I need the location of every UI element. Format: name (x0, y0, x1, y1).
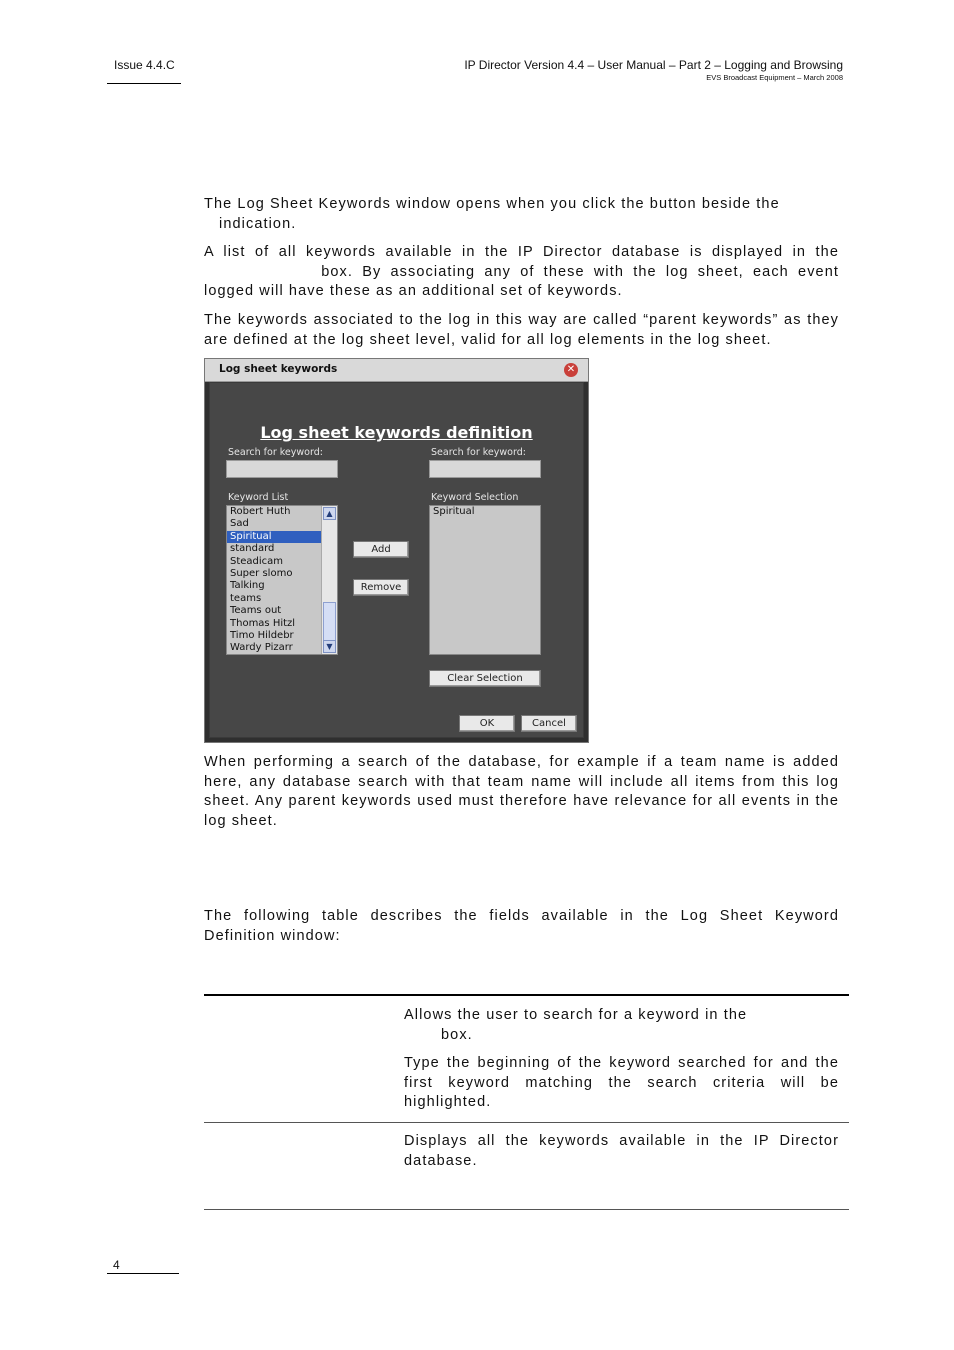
keyword-selection-item[interactable]: Spiritual (433, 506, 475, 517)
keyword-list-item[interactable]: Talking (230, 580, 265, 592)
remove-button[interactable]: Remove (353, 579, 409, 596)
search-label-right: Search for keyword: (431, 447, 526, 458)
keyword-list-item[interactable]: Teams out (230, 605, 282, 617)
add-button[interactable]: Add (353, 541, 409, 558)
keyword-list-item[interactable]: Super slomo (230, 568, 293, 580)
search-label-left: Search for keyword: (228, 447, 323, 458)
scroll-down-icon[interactable]: ▼ (323, 640, 336, 653)
dialog-title: Log sheet keywords (219, 363, 338, 375)
dialog-heading: Log sheet keywords definition (260, 423, 533, 442)
paragraph-1-line-1: The Log Sheet Keywords window opens when you click the button beside the (204, 196, 780, 212)
header-rule (107, 83, 181, 84)
table-row-1-description-2: Type the beginning of the keyword searched for and the first keyword matching the search criteria will be highlighted. (404, 1055, 839, 1110)
table-row-1-description-1 (404, 1006, 839, 1045)
keyword-list-scrollbar[interactable] (321, 506, 337, 654)
keyword-list-item[interactable]: Robert Huth (230, 506, 291, 517)
ok-button[interactable]: OK (459, 715, 515, 732)
keyword-list-item[interactable]: standard (230, 543, 275, 555)
paragraph-3: The keywords associated to the log in this way are called “parent keywords” as they are defined at the log sheet level, valid for all log elements in the log sheet. (204, 312, 839, 348)
paragraph-2 (204, 243, 839, 302)
search-input-left[interactable] (226, 460, 338, 478)
footer-rule (107, 1273, 179, 1274)
table-top-rule (204, 994, 849, 996)
manual-subtitle: EVS Broadcast Equipment – March 2008 (706, 73, 843, 82)
keyword-selection-label: Keyword Selection (431, 492, 519, 503)
scroll-thumb[interactable] (323, 602, 336, 642)
clear-selection-button[interactable]: Clear Selection (429, 670, 541, 687)
keyword-list-item[interactable]: Timo Hildebr (230, 630, 294, 642)
paragraph-1 (204, 195, 839, 234)
log-sheet-keywords-dialog (204, 358, 589, 743)
keyword-list-item[interactable]: Thomas Hitzl (230, 617, 296, 629)
keyword-list-item[interactable]: Steadicam (230, 555, 284, 567)
manual-title: IP Director Version 4.4 – User Manual – Part 2 – Logging and Browsing (464, 58, 843, 72)
dialog-body (209, 382, 584, 738)
keyword-list-item[interactable]: Sad (230, 518, 249, 530)
search-input-right[interactable] (429, 460, 541, 478)
keyword-list-item[interactable]: Wardy Pizarr (230, 642, 293, 654)
running-header (464, 58, 843, 83)
issue-label: Issue 4.4.C (114, 58, 175, 72)
keyword-list-item[interactable]: Spiritual (227, 531, 321, 543)
table-row-1-line-1: Allows the user to search for a keyword in the (404, 1007, 748, 1023)
paragraph-5: The following table describes the fields available in the Log Sheet Keyword Definition window: (204, 908, 839, 944)
keyword-list-item[interactable]: teams (230, 592, 262, 604)
table-bottom-rule (204, 1209, 849, 1210)
dialog-titlebar (205, 359, 588, 382)
keyword-list[interactable] (226, 505, 338, 655)
keyword-selection-list[interactable] (429, 505, 541, 655)
paragraph-1-line-2: indication. (219, 215, 297, 232)
cancel-button[interactable]: Cancel (521, 715, 577, 732)
page-number: 4 (113, 1258, 120, 1272)
keyword-list-label: Keyword List (228, 492, 289, 503)
table-row-2-description: Displays all the keywords available in the IP Director database. (404, 1133, 839, 1169)
paragraph-2-part-1: A list of all keywords available in the IP Director database is displayed in the (204, 244, 839, 260)
table-row-1-line-2: box. (441, 1026, 473, 1043)
scroll-up-icon[interactable]: ▲ (323, 507, 336, 520)
table-row-divider (204, 1122, 849, 1123)
paragraph-2-part-2: box. By associating any of these with the log sheet, each event logged will have these as an additional set of keywords. (204, 263, 839, 299)
paragraph-4: When performing a search of the database, for example if a team name is added here, any database search with that team name will include all items from this log sheet. Any parent keywords used must therefore have relevance for all events in the log sheet. (204, 754, 839, 829)
close-icon[interactable]: ✕ (564, 363, 578, 377)
